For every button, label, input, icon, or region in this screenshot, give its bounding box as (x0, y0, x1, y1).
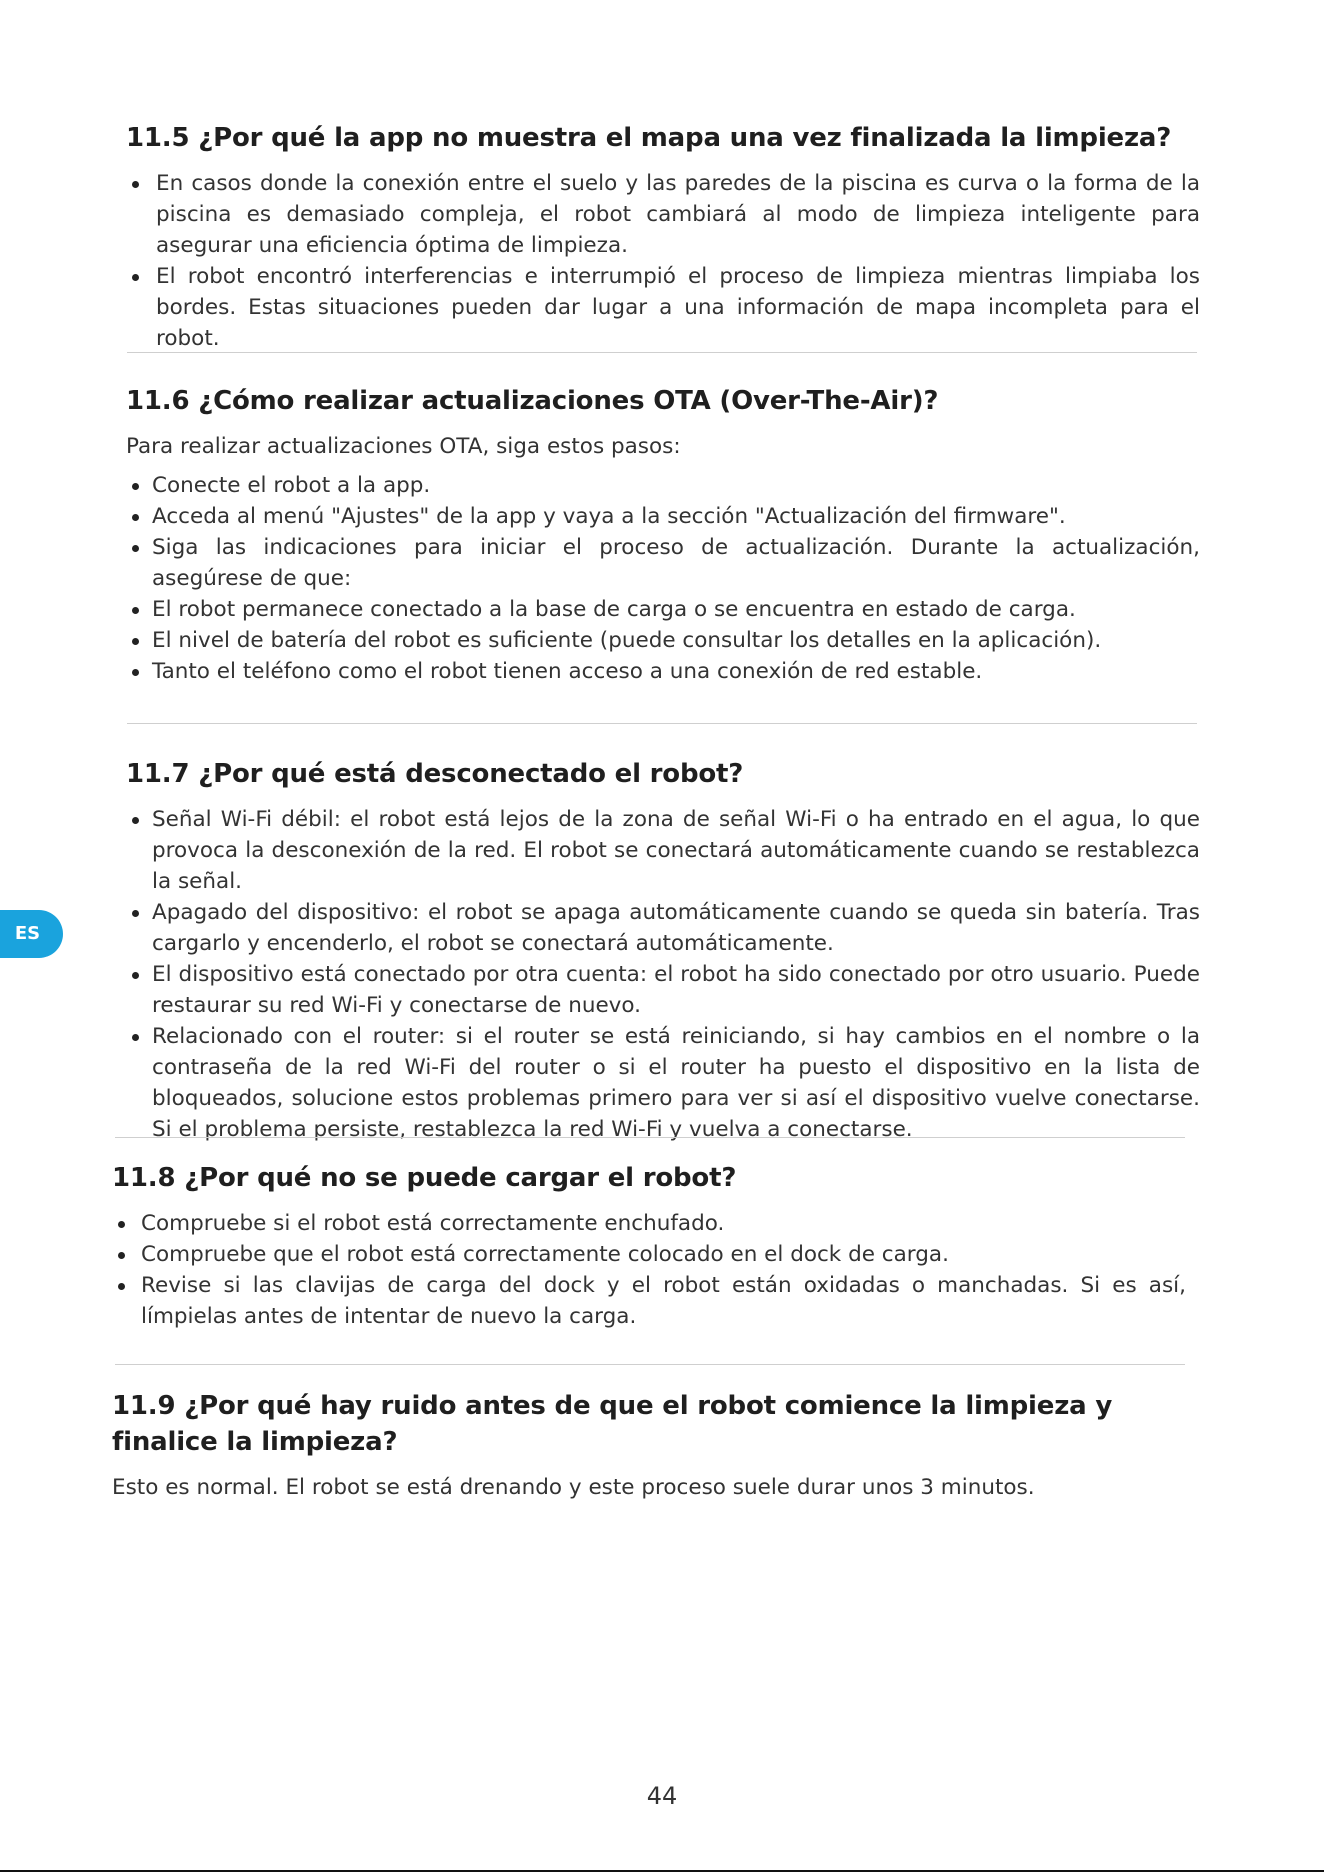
bullet-list (126, 804, 1200, 1145)
faq-section-11-8 (112, 1160, 1186, 1332)
faq-section-11-5 (126, 120, 1200, 354)
list-item: El robot permanece conectado a la base de carga o se encuentra en estado de carga. (126, 594, 1200, 625)
list-item: El robot encontró interferencias e interrumpió el proceso de limpieza mientras limpiaba los bordes. Estas situaciones pueden dar lugar a una información de mapa incompleta para el robot. (126, 261, 1200, 354)
list-item: Conecte el robot a la app. (126, 470, 1200, 501)
list-item: Relacionado con el router: si el router se está reiniciando, si hay cambios en el nombre o la contraseña de la red Wi-Fi del router o si el router ha puesto el dispositivo en la lista de bloqueados, solucione estos problemas primero para ver si así el dispositivo vuelve conectarse. Si el problema persiste, restablezca la red Wi-Fi y vuelva a conectarse. (126, 1021, 1200, 1145)
section-divider (115, 1364, 1185, 1365)
page-number: 44 (646, 1782, 678, 1810)
list-item: Compruebe si el robot está correctamente enchufado. (112, 1208, 1186, 1239)
list-item: Señal Wi-Fi débil: el robot está lejos de la zona de señal Wi-Fi o ha entrado en el agua, lo que provoca la desconexión de la red. El robot se conectará automáticamente cuando se restablezca la señal. (126, 804, 1200, 897)
section-body: Esto es normal. El robot se está drenando y este proceso suele durar unos 3 minutos. (112, 1475, 1035, 1500)
section-divider (127, 723, 1197, 724)
faq-section-11-7 (126, 756, 1200, 1145)
list-item: El dispositivo está conectado por otra cuenta: el robot ha sido conectado por otro usuario. Puede restaurar su red Wi-Fi y conectarse de nuevo. (126, 959, 1200, 1021)
list-item: El nivel de batería del robot es suficiente (puede consultar los detalles en la aplicación). (126, 625, 1200, 656)
section-heading: 11.8 ¿Por qué no se puede cargar el robot? (112, 1163, 737, 1193)
list-item: Compruebe que el robot está correctamente colocado en el dock de carga. (112, 1239, 1186, 1270)
faq-section-11-6 (126, 383, 1200, 687)
list-item: Acceda al menú "Ajustes" de la app y vaya a la sección "Actualización del firmware". (126, 501, 1200, 532)
bullet-list (126, 168, 1200, 354)
language-tab: ES (0, 910, 63, 958)
list-item: Tanto el teléfono como el robot tienen acceso a una conexión de red estable. (126, 656, 1200, 687)
section-heading: 11.9 ¿Por qué hay ruido antes de que el robot comience la limpieza y finalice la limpieza? (112, 1391, 1113, 1457)
section-intro: Para realizar actualizaciones OTA, siga estos pasos: (126, 434, 681, 459)
section-divider (115, 1137, 1185, 1138)
section-divider (127, 352, 1197, 353)
list-item: Apagado del dispositivo: el robot se apaga automáticamente cuando se queda sin batería. Tras cargarlo y encenderlo, el robot se conectará automáticamente. (126, 897, 1200, 959)
list-item: Revise si las clavijas de carga del dock y el robot están oxidadas o manchadas. Si es así, límpielas antes de intentar de nuevo la carga. (112, 1270, 1186, 1332)
bullet-list (126, 470, 1200, 687)
section-heading: 11.7 ¿Por qué está desconectado el robot? (126, 759, 744, 789)
faq-section-11-9 (112, 1388, 1186, 1511)
list-item: En casos donde la conexión entre el suelo y las paredes de la piscina es curva o la forma de la piscina es demasiado compleja, el robot cambiará al modo de limpieza inteligente para asegurar una eficiencia óptima de limpieza. (126, 168, 1200, 261)
section-heading: 11.5 ¿Por qué la app no muestra el mapa una vez finalizada la limpieza? (126, 123, 1172, 153)
list-item: Siga las indicaciones para iniciar el proceso de actualización. Durante la actualización, asegúrese de que: (126, 532, 1200, 594)
bullet-list (112, 1208, 1186, 1332)
section-heading: 11.6 ¿Cómo realizar actualizaciones OTA (Over-The-Air)? (126, 386, 939, 416)
